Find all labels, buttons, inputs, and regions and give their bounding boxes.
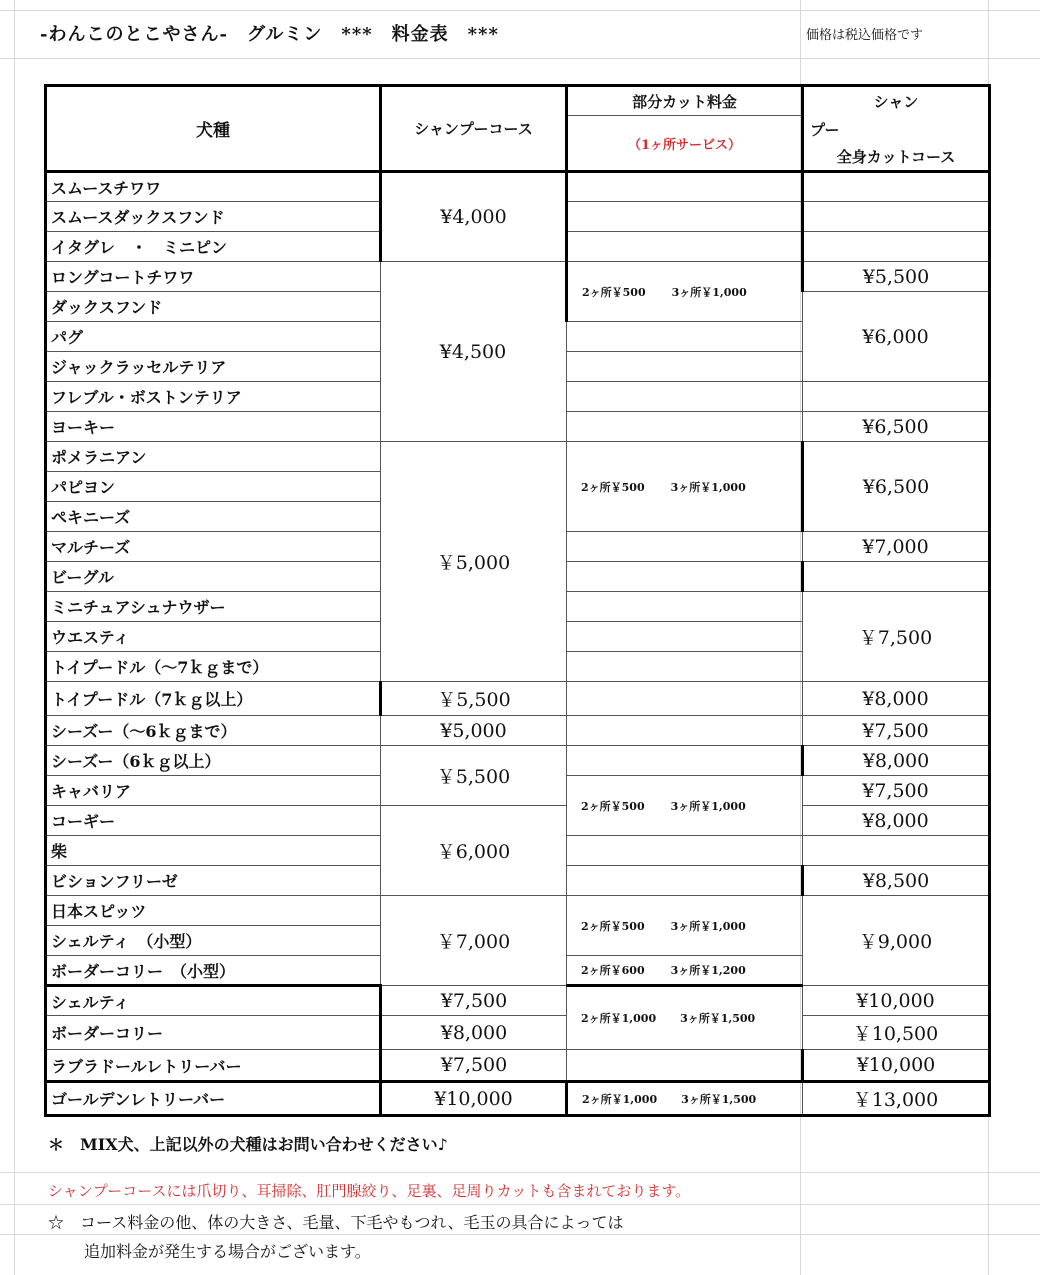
fullcut-price: ￥9,000	[803, 896, 990, 986]
partial-empty	[567, 746, 803, 776]
shampoo-price: ¥4,000	[381, 172, 567, 262]
breed-name: ヨーキー	[46, 412, 381, 442]
fullcut-price: ¥10,000	[803, 1050, 990, 1082]
shampoo-price: ¥7,500	[381, 986, 567, 1016]
breed-name: ポメラニアン	[46, 442, 381, 472]
breed-name: シェルティ	[46, 986, 381, 1016]
partial-price-2: 2ヶ所￥1,000	[582, 1092, 658, 1106]
breed-name: ゴールデンレトリーバー	[46, 1082, 381, 1116]
partial-price	[567, 1082, 803, 1116]
partial-price-2: 2ヶ所￥500	[581, 919, 645, 933]
breed-name: シーズー（6ｋｇ以上）	[46, 746, 381, 776]
header-fullcut-line3: 全身カットコース	[803, 144, 990, 172]
fullcut-price: ¥10,000	[803, 986, 990, 1016]
included-note: シャンプーコースには爪切り、耳掃除、肛門腺絞り、足裏、足周りカットも含まれております。	[48, 1182, 691, 1200]
partial-price-3: 3ヶ所￥1,000	[671, 285, 747, 299]
extra-note-2: 追加料金が発生する場合がございます。	[84, 1242, 371, 1261]
partial-price	[567, 956, 803, 986]
fullcut-price: ¥7,500	[803, 776, 990, 806]
partial-empty	[567, 352, 803, 382]
fullcut-price: ¥6,500	[803, 442, 990, 532]
fullcut-price: ¥8,500	[803, 866, 990, 896]
partial-price-3: 3ヶ所￥1,500	[681, 1092, 757, 1106]
breed-name: シーズー（〜6ｋｇまで）	[46, 716, 381, 746]
sheet-gridline	[0, 1234, 1040, 1235]
breed-name: ミニチュアシュナウザー	[46, 592, 381, 622]
fullcut-price: ￥7,500	[803, 592, 990, 682]
breed-name: マルチーズ	[46, 532, 381, 562]
partial-price-2: 2ヶ所￥600	[581, 964, 645, 977]
partial-empty	[567, 322, 803, 352]
breed-name: ボーダーコリー （小型）	[46, 956, 381, 986]
header-shampoo: シャンプーコース	[381, 86, 567, 172]
shampoo-price: ¥7,500	[381, 1050, 567, 1082]
partial-empty	[567, 866, 803, 896]
partial-empty	[567, 652, 803, 682]
page-title: -わんこのとこやさん- グルミン *** 料金表 ***	[40, 24, 499, 45]
breed-name: パグ	[46, 322, 381, 352]
breed-name: ビーグル	[46, 562, 381, 592]
fullcut-price: ¥8,000	[803, 682, 990, 716]
partial-empty	[567, 172, 803, 202]
shampoo-price: ¥8,000	[381, 1016, 567, 1050]
shampoo-price: ¥5,000	[381, 716, 567, 746]
partial-empty	[567, 532, 803, 562]
breed-name: シェルティ （小型）	[46, 926, 381, 956]
fullcut-price: ¥6,000	[803, 292, 990, 382]
breed-name: 柴	[46, 836, 381, 866]
price-table	[44, 84, 991, 1117]
partial-empty	[567, 382, 803, 412]
partial-price	[567, 896, 803, 956]
shampoo-price: ￥6,000	[381, 806, 567, 896]
header-fullcut-line1: シャン	[803, 86, 990, 116]
breed-name: スムースチワワ	[46, 172, 381, 202]
partial-price-3: 3ヶ所￥1,200	[670, 964, 746, 977]
fullcut-empty	[803, 382, 990, 412]
fullcut-price: ￥10,500	[803, 1016, 990, 1050]
fullcut-empty	[803, 202, 990, 232]
breed-name: コーギー	[46, 806, 381, 836]
partial-price	[567, 262, 803, 322]
breed-name: トイプードル（7ｋｇ以上）	[46, 682, 381, 716]
partial-price-2: 2ヶ所￥500	[581, 480, 645, 494]
partial-price-3: 3ヶ所￥1,000	[670, 799, 746, 813]
fullcut-price: ¥8,000	[803, 806, 990, 836]
partial-empty	[567, 232, 803, 262]
shampoo-price: ￥5,500	[381, 682, 567, 716]
breed-name: ロングコートチワワ	[46, 262, 381, 292]
partial-empty	[567, 592, 803, 622]
shampoo-price: ￥7,000	[381, 896, 567, 986]
breed-name: ペキニーズ	[46, 502, 381, 532]
partial-empty	[567, 622, 803, 652]
tax-note: 価格は税込価格です	[806, 28, 924, 43]
shampoo-price: ¥4,500	[381, 262, 567, 442]
partial-empty	[567, 836, 803, 866]
partial-empty	[567, 1050, 803, 1082]
fullcut-price: ¥7,000	[803, 532, 990, 562]
fullcut-price: ￥13,000	[803, 1082, 990, 1116]
shampoo-price: ￥5,000	[381, 442, 567, 682]
partial-empty	[567, 562, 803, 592]
partial-empty	[567, 202, 803, 232]
header-breed: 犬種	[46, 86, 381, 172]
fullcut-price: ¥7,500	[803, 716, 990, 746]
shampoo-price: ¥10,000	[381, 1082, 567, 1116]
sheet-gridline	[0, 10, 1040, 11]
sheet-gridline	[0, 1172, 1040, 1173]
breed-name: キャバリア	[46, 776, 381, 806]
breed-name: スムースダックスフンド	[46, 202, 381, 232]
breed-name: イタグレ ・ ミニピン	[46, 232, 381, 262]
extra-note-1: ☆ コース料金の他、体の大きさ、毛量、下毛やもつれ、毛玉の具合によっては	[48, 1213, 624, 1232]
sheet-gridline	[0, 1204, 1040, 1205]
fullcut-empty	[803, 172, 990, 202]
breed-name: 日本スピッツ	[46, 896, 381, 926]
partial-empty	[567, 412, 803, 442]
fullcut-empty	[803, 562, 990, 592]
partial-price-3: 3ヶ所￥1,000	[670, 480, 746, 494]
partial-price	[567, 442, 803, 532]
fullcut-empty	[803, 836, 990, 866]
breed-name: フレブル・ボストンテリア	[46, 382, 381, 412]
shampoo-price: ￥5,500	[381, 746, 567, 806]
sheet-gridline	[0, 58, 1040, 59]
breed-name: ウエスティ	[46, 622, 381, 652]
header-partial: 部分カット料金	[567, 86, 803, 116]
partial-price	[567, 986, 803, 1050]
partial-price-2: 2ヶ所￥500	[581, 799, 645, 813]
partial-empty	[567, 682, 803, 716]
header-fullcut-line2: プー	[803, 116, 990, 144]
fullcut-empty	[803, 232, 990, 262]
partial-price-3: 3ヶ所￥1,500	[680, 1012, 756, 1025]
breed-name: ジャックラッセルテリア	[46, 352, 381, 382]
fullcut-price: ¥6,500	[803, 412, 990, 442]
breed-name: ビションフリーゼ	[46, 866, 381, 896]
breed-name: ボーダーコリー	[46, 1016, 381, 1050]
breed-name: トイプードル（〜7ｋｇまで）	[46, 652, 381, 682]
sheet-gridline	[14, 0, 15, 1275]
partial-price-3: 3ヶ所￥1,000	[670, 919, 746, 933]
mix-note: ＊ MIX犬、上記以外の犬種はお問い合わせください♪	[48, 1135, 448, 1154]
breed-name: ダックスフンド	[46, 292, 381, 322]
fullcut-price: ¥8,000	[803, 746, 990, 776]
header-partial-sub: （1ヶ所サービス）	[567, 116, 803, 172]
partial-price	[567, 776, 803, 836]
partial-empty	[567, 716, 803, 746]
partial-price-2: 2ヶ所￥1,000	[581, 1012, 657, 1025]
breed-name: ラブラドールレトリーバー	[46, 1050, 381, 1082]
partial-price-2: 2ヶ所￥500	[582, 285, 646, 299]
breed-name: パピヨン	[46, 472, 381, 502]
fullcut-price: ¥5,500	[803, 262, 990, 292]
